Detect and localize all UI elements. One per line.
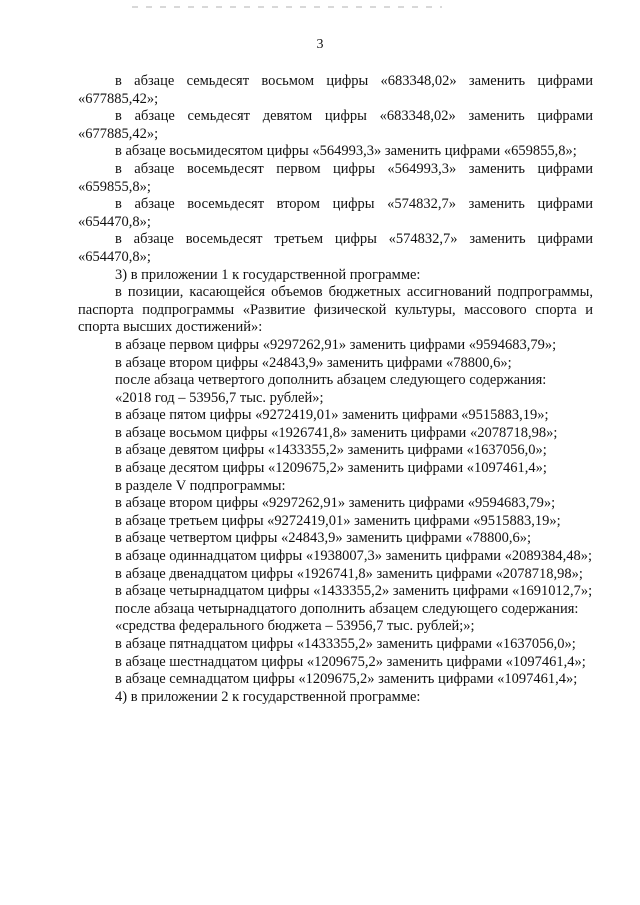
paragraph: в абзаце девятом цифры «1433355,2» заменить цифрами «1637056,0»; — [115, 442, 547, 459]
paragraph: 3) в приложении 1 к государственной программе: — [115, 266, 421, 283]
paragraph: в абзаце первом цифры «9297262,91» заменить цифрами «9594683,79»; — [115, 336, 557, 353]
scan-noise — [132, 6, 442, 8]
paragraph: в абзаце восемьдесят втором цифры «574832,7» заменить цифрами «654470,8»; — [78, 196, 593, 230]
paragraph: «2018 год – 53956,7 тыс. рублей»; — [115, 389, 324, 406]
paragraph: в абзаце четырнадцатом цифры «1433355,2» заменить цифрами «1691012,7»; — [115, 583, 593, 600]
paragraph: в абзаце пятом цифры «9272419,01» заменить цифрами «9515883,19»; — [115, 407, 549, 424]
paragraph: после абзаца четвертого дополнить абзацем следующего содержания: — [115, 372, 547, 389]
paragraph: 4) в приложении 2 к государственной программе: — [115, 688, 421, 705]
paragraph: в абзаце втором цифры «9297262,91» заменить цифрами «9594683,79»; — [115, 495, 556, 512]
paragraph: «средства федерального бюджета – 53956,7 тыс. рублей;»; — [115, 618, 475, 635]
paragraph: в абзаце двенадцатом цифры «1926741,8» заменить цифрами «2078718,98»; — [115, 565, 583, 582]
paragraph: в абзаце восемьдесят первом цифры «564993,3» заменить цифрами «659855,8»; — [78, 160, 593, 195]
paragraph: в абзаце семьдесят девятом цифры «683348,02» заменить цифрами «677885,42»; — [78, 108, 593, 142]
paragraph: в абзаце четвертом цифры «24843,9» заменить цифрами «78800,6»; — [115, 530, 531, 547]
paragraph: в абзаце восьмом цифры «1926741,8» заменить цифрами «2078718,98»; — [115, 424, 558, 441]
page-number: 3 — [316, 37, 324, 52]
paragraph: в абзаце восемьдесят третьем цифры «574832,7» заменить цифрами «654470,8»; — [78, 231, 593, 265]
paragraph: в абзаце десятом цифры «1209675,2» заменить цифрами «1097461,4»; — [115, 460, 547, 477]
paragraph: в разделе V подпрограммы: — [115, 477, 286, 494]
paragraph: в абзаце третьем цифры «9272419,01» заменить цифрами «9515883,19»; — [115, 512, 561, 529]
paragraph: в абзаце восьмидесятом цифры «564993,3» заменить цифрами «659855,8»; — [115, 143, 577, 160]
paragraph: после абзаца четырнадцатого дополнить абзацем следующего содержания: — [115, 600, 579, 617]
document-body — [78, 73, 593, 706]
paragraph: в абзаце втором цифры «24843,9» заменить цифрами «78800,6»; — [115, 354, 512, 371]
paragraph: в абзаце шестнадцатом цифры «1209675,2» заменить цифрами «1097461,4»; — [115, 653, 586, 670]
paragraph: в абзаце одиннадцатом цифры «1938007,3» заменить цифрами «2089384,48»; — [115, 548, 593, 565]
paragraph: в абзаце семьдесят восьмом цифры «683348,02» заменить цифрами «677885,42»; — [78, 73, 593, 107]
paragraph: в позиции, касающейся объемов бюджетных ассигнований подпрограммы, паспорта подпрограммы «Развитие физической культуры, массового спорта и спорта высших достижений»: — [78, 284, 593, 336]
paragraph: в абзаце семнадцатом цифры «1209675,2» заменить цифрами «1097461,4»; — [115, 671, 578, 688]
paragraph: в абзаце пятнадцатом цифры «1433355,2» заменить цифрами «1637056,0»; — [115, 636, 576, 652]
